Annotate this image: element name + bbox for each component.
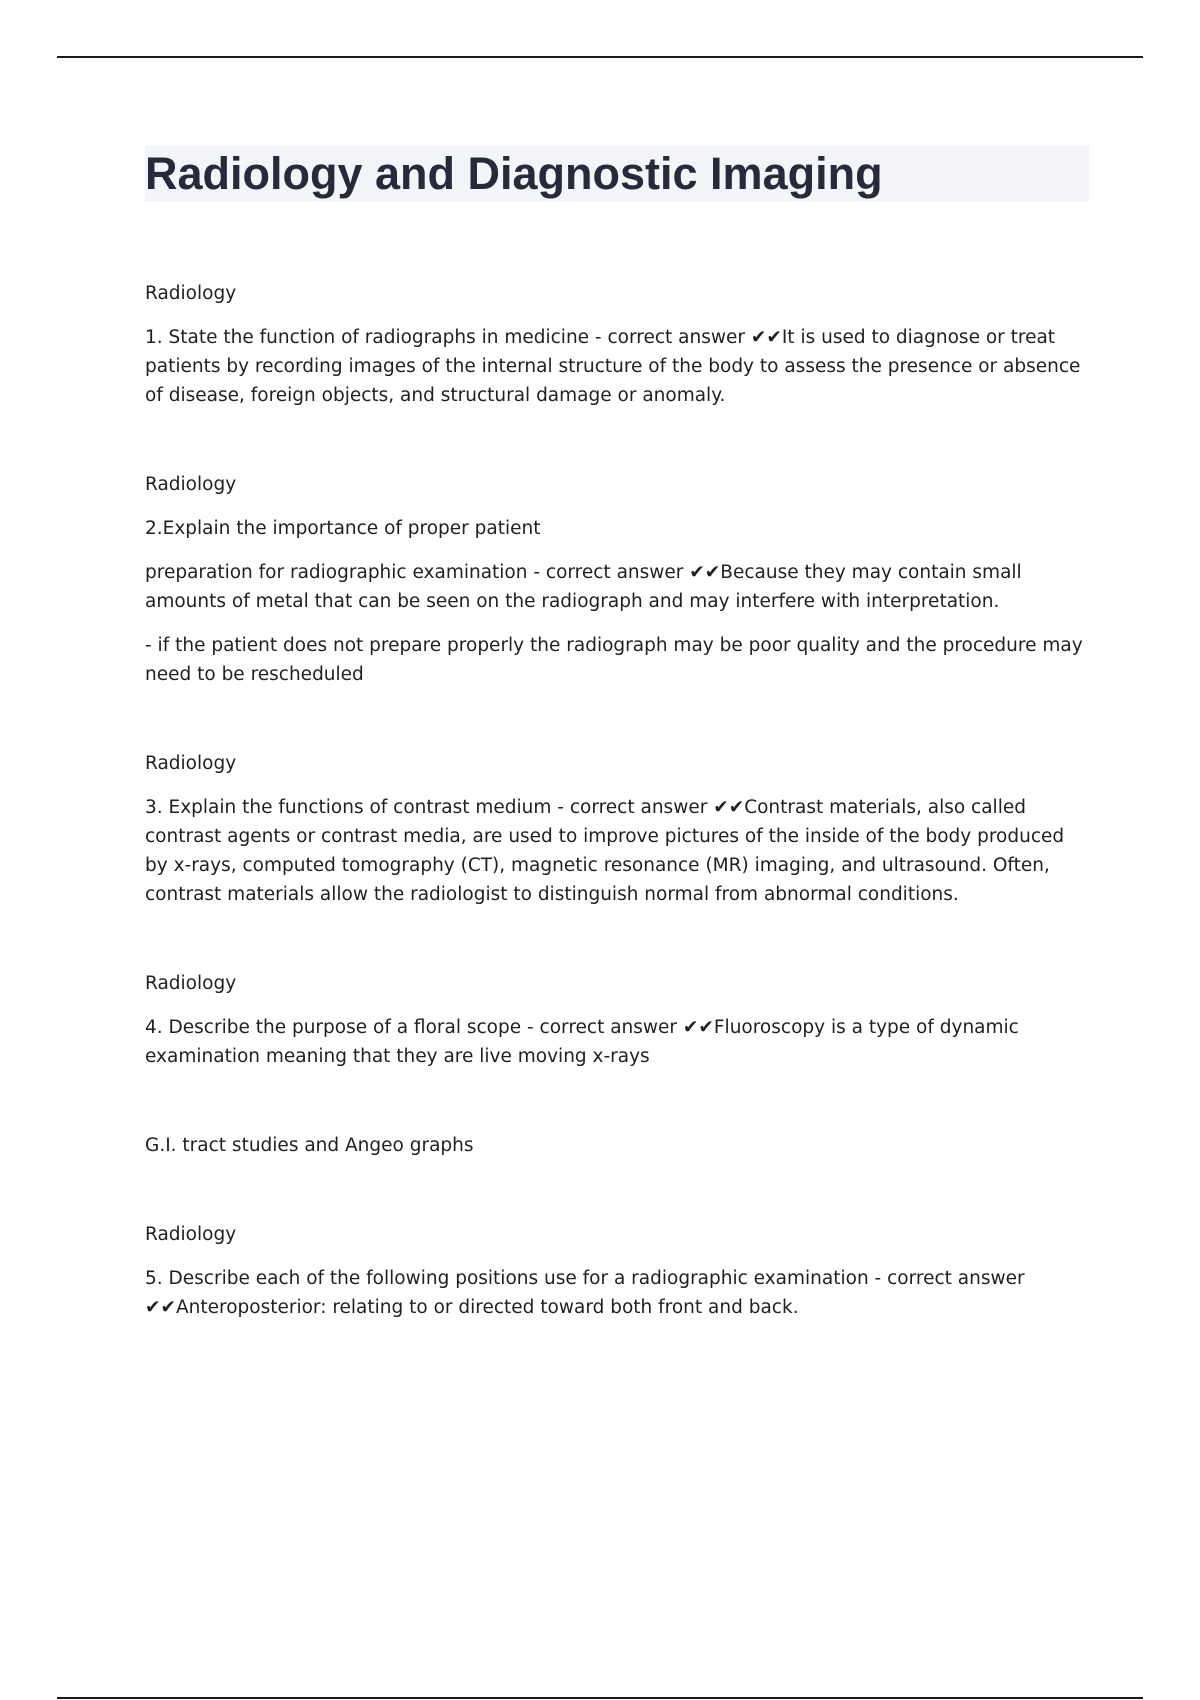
section-5 bbox=[145, 1131, 1089, 1160]
question-answer-3: 3. Explain the functions of contrast medium - correct answer ✔✔Contrast materials, also called contrast agents or contrast media, are used to improve pictures of the inside of the body produced by x-rays, computed tomography (CT), magnetic resonance (MR) imaging, and ultrasound. Often, contrast materials allow the radiologist to distinguish normal from abnormal conditions. bbox=[145, 797, 1065, 905]
answer-2: preparation for radiographic examination - correct answer ✔✔Because they may contain small amounts of metal that can be seen on the radiograph and may interfere with interpretation. bbox=[145, 562, 1022, 612]
section-label: G.I. tract studies and Angeo graphs bbox=[145, 1135, 474, 1156]
section-label: Radiology bbox=[145, 474, 237, 495]
section-label: Radiology bbox=[145, 1224, 237, 1245]
title-band bbox=[145, 146, 1089, 202]
question-2: 2.Explain the importance of proper patient bbox=[145, 518, 541, 539]
document-title: Radiology and Diagnostic Imaging bbox=[145, 148, 883, 199]
section-1 bbox=[145, 279, 1089, 410]
bottom-rule bbox=[57, 1697, 1143, 1699]
document-body bbox=[145, 146, 1089, 1322]
top-rule bbox=[57, 56, 1143, 58]
question-answer-4: 4. Describe the purpose of a floral scope - correct answer ✔✔Fluoroscopy is a type of dynamic examination meaning that they are live moving x-rays bbox=[145, 1017, 1019, 1067]
section-2 bbox=[145, 470, 1089, 689]
section-label: Radiology bbox=[145, 753, 237, 774]
question-answer-5: 5. Describe each of the following positions use for a radiographic examination - correct answer ✔✔Anteroposterior: relating to or directed toward both front and back. bbox=[145, 1268, 1025, 1318]
section-label: Radiology bbox=[145, 283, 237, 304]
section-3 bbox=[145, 749, 1089, 909]
section-label: Radiology bbox=[145, 973, 237, 994]
question-answer-1: 1. State the function of radiographs in medicine - correct answer ✔✔It is used to diagnose or treat patients by recording images of the internal structure of the body to assess the presence or absence of disease, foreign objects, and structural damage or anomaly. bbox=[145, 327, 1081, 406]
section-4 bbox=[145, 969, 1089, 1071]
section-6 bbox=[145, 1220, 1089, 1322]
answer-2-note: - if the patient does not prepare properly the radiograph may be poor quality and the procedure may need to be rescheduled bbox=[145, 635, 1083, 685]
